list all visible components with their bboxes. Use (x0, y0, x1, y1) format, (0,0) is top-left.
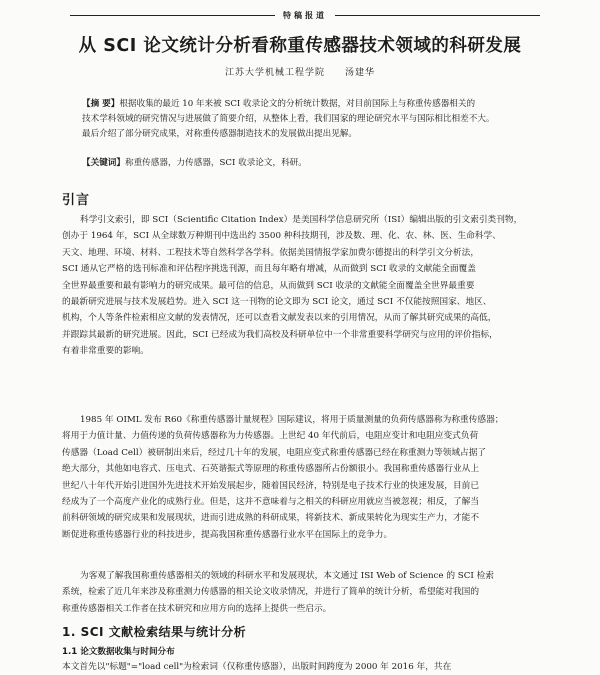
paragraph-line: 科学引文索引，即 SCI（Scientific Citation Index）是美国科学信息研究所（ISI）编辑出版的引文索引类刊物， (80, 215, 523, 225)
paragraph-line: 创办于 1964 年，SCI 从全球数万种期刊中选出约 3500 种科技期刊，涉及数、理、化、农、林、医、生命科学、 (62, 231, 501, 242)
paragraph-line: 经成为了一个高度产业化的成熟行业。但是，这并不意味着与之相关的科研应用就应当被忽视；相反，了解当 (62, 496, 479, 507)
abstract-label: 【摘 要】 (82, 99, 120, 109)
paragraph-line: 1985 年 OIML 发布 R60《称重传感器计量规程》国际建议，将用于质量测量的负荷传感器称为称重传感器； (80, 415, 504, 425)
paragraph-line: SCI 通从它严格的选刊标准和评估程序挑选刊源，而且每年略有增减，从而做到 SCI 收录的文献能全面覆盖 (62, 264, 476, 275)
paragraph-line: 系统，检索了近几年来涉及称重测力传感器的相关论文收录情况，并进行了简单的统计分析，希望能对我国的 (62, 587, 479, 598)
header-rule-right (335, 15, 540, 16)
abstract-line: 最后介绍了部分研究成果，对称重传感器制造技术的发展做出提出见解。 (82, 129, 358, 139)
paragraph-line: 为客观了解我国称重传感器相关的领域的科研水平和发展现状，本文通过 ISI Web of Science 的 SCI 检索 (80, 571, 494, 581)
paragraph-line: 天文、地理、环境、材料、工程技术等自然科学各学科。依据美国情报学家加费尔德提出的科学引文分析法， (62, 247, 479, 258)
running-header-label: 特稿报道 (283, 10, 327, 20)
paragraph-line: 传感器（Load Cell）被研制出来后，经过几十年的发展，电阻应变式称重传感器已经在称重测力等领域占据了 (62, 447, 487, 458)
paragraph-line: 世纪八十年代开始引进国外先进技术开始发展起步，随着国民经济，特别是电子技术行业的快速发展，目前已 (62, 480, 479, 491)
keywords-label: 【关键词】 (82, 158, 125, 168)
paragraph-line: 全世界最重要和最有影响力的研究成果。最可信的信息，从而做到 SCI 收录的文献能全面覆盖全世界最重要 (62, 280, 475, 291)
paragraph-line: 机构，个人等条件检索相应文献的发表情况，还可以查看文献发表以来的引用情况，从而了解其研究成果的高低， (62, 313, 497, 324)
intro-paragraph-2 (62, 412, 548, 543)
author-name: 汤建华 (344, 68, 375, 78)
paper-title: 从 SCI 论文统计分析看称重传感器技术领域的科研发展 (78, 36, 522, 56)
paragraph-line: 绝大部分，其他如电容式、压电式、石英谐振式等原理的称重传感器所占份额很小。我国称重传感器行业从上 (62, 464, 479, 475)
section-1-heading: 1. SCI 文献检索结果与统计分析 (62, 625, 247, 639)
intro-paragraph-3 (62, 568, 548, 617)
subsection-1-1-heading: 1.1 论文数据收集与时间分布 (62, 647, 175, 657)
paragraph-line: 将用于力值计量、力值传递的负荷传感器称为力传感器。上世纪 40 年代前后，电阻应变计和电阻应变式负荷 (62, 431, 479, 442)
abstract-line (82, 97, 532, 112)
paragraph-line: 的最新研究进展与技术发展趋势。进入 SCI 这一刊物的论文即为 SCI 论文，通过 SCI 不仅能按照国家、地区、 (62, 296, 492, 307)
keywords-text: 称重传感器，力传感器，SCI 收录论文，科研。 (124, 158, 307, 168)
paragraph-line: 称重传感器相关工作者在技术研究和应用方向的选择上提供一些启示。 (62, 603, 332, 614)
header-rule-left (70, 15, 275, 16)
abstract-line: 技术学科领域的研究情况与进展做了简要介绍，从整体上看，我们国家的理论研究水平与国际相比相差不大。 (82, 114, 495, 124)
paragraph-line: 断促进称重传感器行业的科技进步，提高我国称重传感器行业水平在国际上的竞争力。 (62, 529, 393, 540)
abstract (82, 97, 532, 142)
keywords (82, 156, 532, 171)
intro-heading: 引言 (62, 193, 91, 208)
author-line (0, 65, 600, 78)
paragraph-line: 并跟踪其最新的研究进展。因此，SCI 已经成为我们高校及科研单位中一个非常重要科学研究与应用的评价指标， (62, 329, 498, 340)
running-header (70, 8, 540, 22)
author-affiliation: 江苏大学机械工程学院 (225, 68, 326, 78)
paragraph-line: 有着非常重要的影响。 (62, 346, 149, 357)
abstract-text: 根据收集的最近 10 年来被 SCI 收录论文的分析统计数据，对目前国际上与称重传感器相关的 (119, 99, 476, 109)
intro-paragraph-1 (62, 212, 548, 360)
paragraph-line: 前科研领域的研究成果和发展现状，进而引进成熟的科研成果，将新技术、新成果转化为现实生产力，才能不 (62, 513, 479, 524)
section-1-1-first-line: 本文首先以"标题"="load cell"为检索词（仅称重传感器），出版时间跨度为 2000 年 2016 年，共在 (62, 662, 452, 672)
